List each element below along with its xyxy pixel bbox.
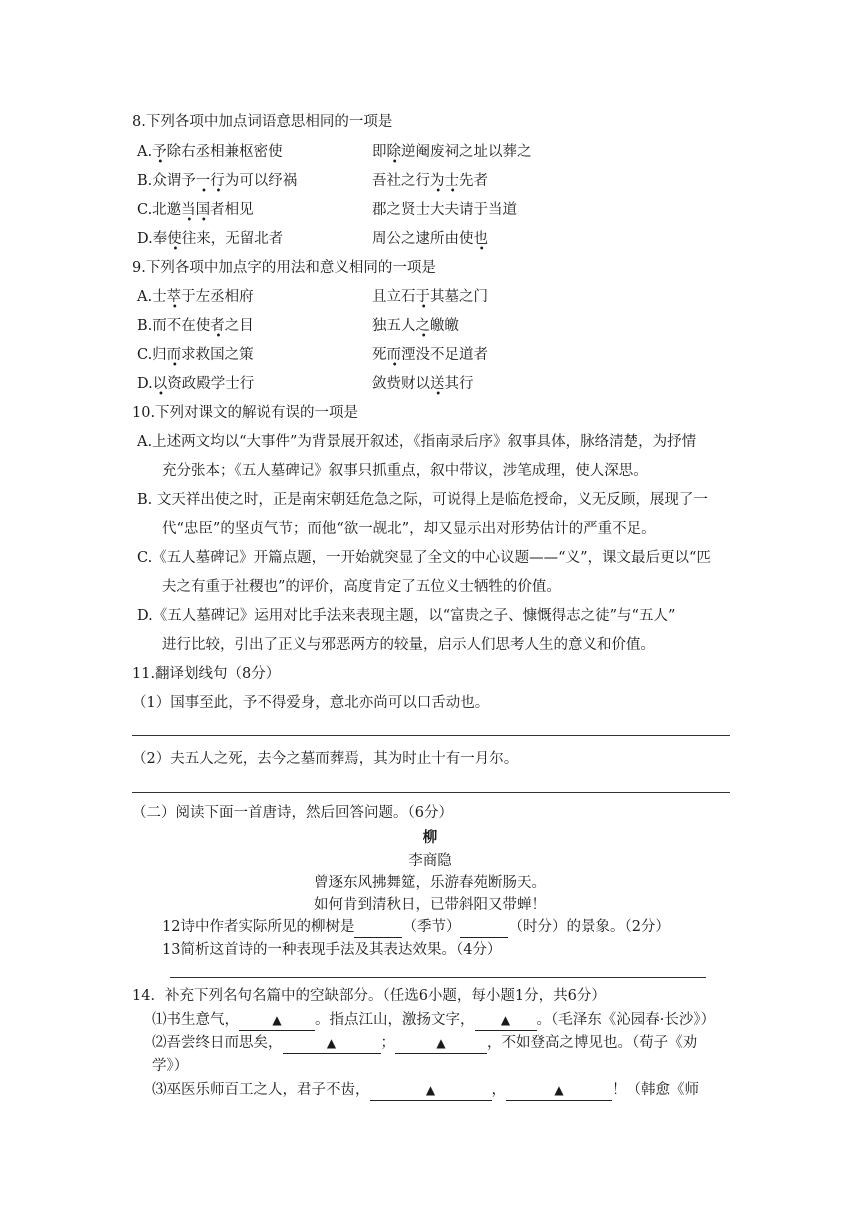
q14-item1-blank-2[interactable]: ▲ (475, 1010, 537, 1031)
poem-title: 柳 (422, 829, 438, 846)
emphasis-dot: • (391, 157, 398, 168)
q14-item-1: ⑴书生意气， ▲ 。指点江山，激扬文字， ▲ 。（毛泽东《沁园春·长沙》） (152, 1010, 715, 1031)
q12-text-2: （季节） (402, 919, 461, 935)
emphasis-dot: • (449, 186, 456, 197)
question-14-stem: 14．补充下列名句名篇中的空缺部分。（任选6小题，每小题1分，共6分） (132, 988, 606, 1004)
q9-option-c-left: C.归而求救国之策 (137, 347, 254, 363)
q14-item1-blank-1[interactable]: ▲ (239, 1010, 315, 1031)
q8-option-a-left: A.予除右丞相兼枢密使 (137, 144, 283, 160)
q8-option-c-right: 郡之贤士大夫请于当道 (372, 202, 517, 218)
q8-option-b-left: B.众谓予一行为可以纾祸 (137, 173, 298, 189)
q14-item-2: ⑵吾尝终日而思矣， ▲ ； ▲ ，不如登高之博见也。（荀子《劝 (152, 1033, 697, 1054)
q11-sentence-2: （2）夫五人之死，去今之墓而葬焉，其为时止十有一月尔。 (132, 751, 519, 767)
q14-item3-blank-1[interactable]: ▲ (370, 1080, 492, 1101)
q10-option-b-line1: B. 文天祥出使之时，正是南宋朝廷危急之际，可说得上是临危授命，义无反顾，展现了一 (137, 492, 708, 508)
question-12 (162, 917, 670, 938)
q9-option-b-left: B.而不在使者之目 (137, 318, 254, 334)
q14-item3-blank-2[interactable]: ▲ (506, 1080, 612, 1101)
q8-option-d-right: 周公之逮所由使也 (372, 231, 488, 247)
question-8-stem: 8.下列各项中加点词语意思相同的一项是 (132, 114, 393, 130)
q11-answer-line-1[interactable] (132, 735, 730, 736)
q14-item2-blank-1[interactable]: ▲ (283, 1033, 381, 1054)
emphasis-dot: • (420, 331, 427, 342)
q8-option-b-right: 吾社之行为士先者 (372, 173, 488, 189)
emphasis-dot: • (157, 157, 164, 168)
section-2-heading: （二）阅读下面一首唐诗，然后回答问题。（6分） (132, 805, 453, 821)
q8-option-d-left: D.奉使往来，无留北者 (137, 231, 284, 247)
q9-option-d-left: D.以资政殿学士行 (137, 376, 255, 392)
emphasis-dot: • (171, 360, 178, 371)
emphasis-dot: • (201, 186, 207, 197)
q8-option-a-right: 即除逆阉废祠之址以葬之 (372, 144, 532, 160)
q14-item-2-continued: 学》） (152, 1058, 189, 1074)
q11-answer-line-2[interactable] (132, 792, 730, 793)
q12-blank-season[interactable] (354, 917, 402, 938)
question-10-stem: 10.下列对课文的解说有误的一项是 (132, 405, 359, 421)
poem-author: 李商隐 (408, 853, 452, 869)
question-9-stem: 9.下列各项中加点字的用法和意义相同的一项是 (132, 260, 436, 276)
q10-option-a-line1: A.上述两文均以“大事件”为背景展开叙述，《指南录后序》叙事具体，脉络清楚，为抒情 (137, 434, 697, 450)
q10-option-c-line2: 夫之有重于社稷也”的评价，高度肯定了五位义士牺牲的价值。 (162, 579, 561, 595)
poem-line-2: 如何肯到清秋日，已带斜阳又带蝉！ (314, 897, 546, 913)
question-13: 13简析这首诗的一种表现手法及其表达效果。（4分） (162, 942, 502, 958)
q8-option-c-left: C.北邀当国者相见 (137, 202, 254, 218)
q12-text-1: 12诗中作者实际所见的柳树是 (162, 919, 355, 935)
q10-option-d-line2: 进行比较，引出了正义与邪恶两方的较量，启示人们思考人生的意义和价值。 (162, 637, 655, 653)
q9-option-d-right: 敛赀财以送其行 (372, 376, 474, 392)
q14-item2-blank-2[interactable]: ▲ (395, 1033, 487, 1054)
q9-option-b-right: 独五人之皦皦 (372, 318, 459, 334)
q13-answer-line[interactable] (170, 977, 706, 978)
emphasis-dot: • (478, 244, 485, 255)
poem-line-1: 曾逐东风拂舞筵，乐游春苑断肠天。 (314, 875, 546, 891)
emphasis-dot: • (215, 186, 222, 197)
emphasis-dot: • (420, 302, 427, 313)
emphasis-dot: • (215, 331, 222, 342)
q12-text-3: （时分）的景象。（2分） (508, 919, 670, 935)
q9-option-c-right: 死而湮没不足道者 (372, 347, 488, 363)
emphasis-dot: • (200, 215, 207, 226)
q14-item-3: ⑶巫医乐师百工之人，君子不齿， ▲ ， ▲ ！（韩愈《师 (152, 1080, 699, 1101)
q9-option-a-left: A.士萃于左丞相府 (137, 289, 254, 305)
emphasis-dot: • (186, 215, 193, 226)
q10-option-c-line1: C.《五人墓碑记》开篇点题，一开始就突显了全文的中心议题——“义”，课文最后更以“匹 (137, 550, 711, 566)
q12-blank-time[interactable] (460, 917, 508, 938)
emphasis-dot: • (172, 244, 179, 255)
emphasis-dot: • (435, 186, 442, 197)
q11-sentence-1: （1）国事至此，予不得爱身，意北亦尚可以口舌动也。 (132, 695, 490, 711)
q10-option-d-line1: D.《五人墓碑记》运用对比手法来表现主题，以“富贵之子、慷慨得志之徒”与“五人” (137, 608, 676, 624)
emphasis-dot: • (171, 302, 178, 313)
q10-option-a-line2: 充分张本；《五人墓碑记》叙事只抓重点，叙中带议，涉笔成理，使人深思。 (162, 463, 648, 479)
q10-option-b-line2: 代“忠臣”的坚贞气节；而他“欲一觇北”，却又显示出对形势估计的严重不足。 (162, 521, 656, 537)
emphasis-dot: • (435, 389, 442, 400)
question-11-stem: 11.翻译划线句（8分） (132, 666, 281, 682)
emphasis-dot: • (391, 360, 398, 371)
q9-option-a-right: 且立石于其墓之门 (372, 289, 488, 305)
emphasis-dot: • (157, 389, 164, 400)
